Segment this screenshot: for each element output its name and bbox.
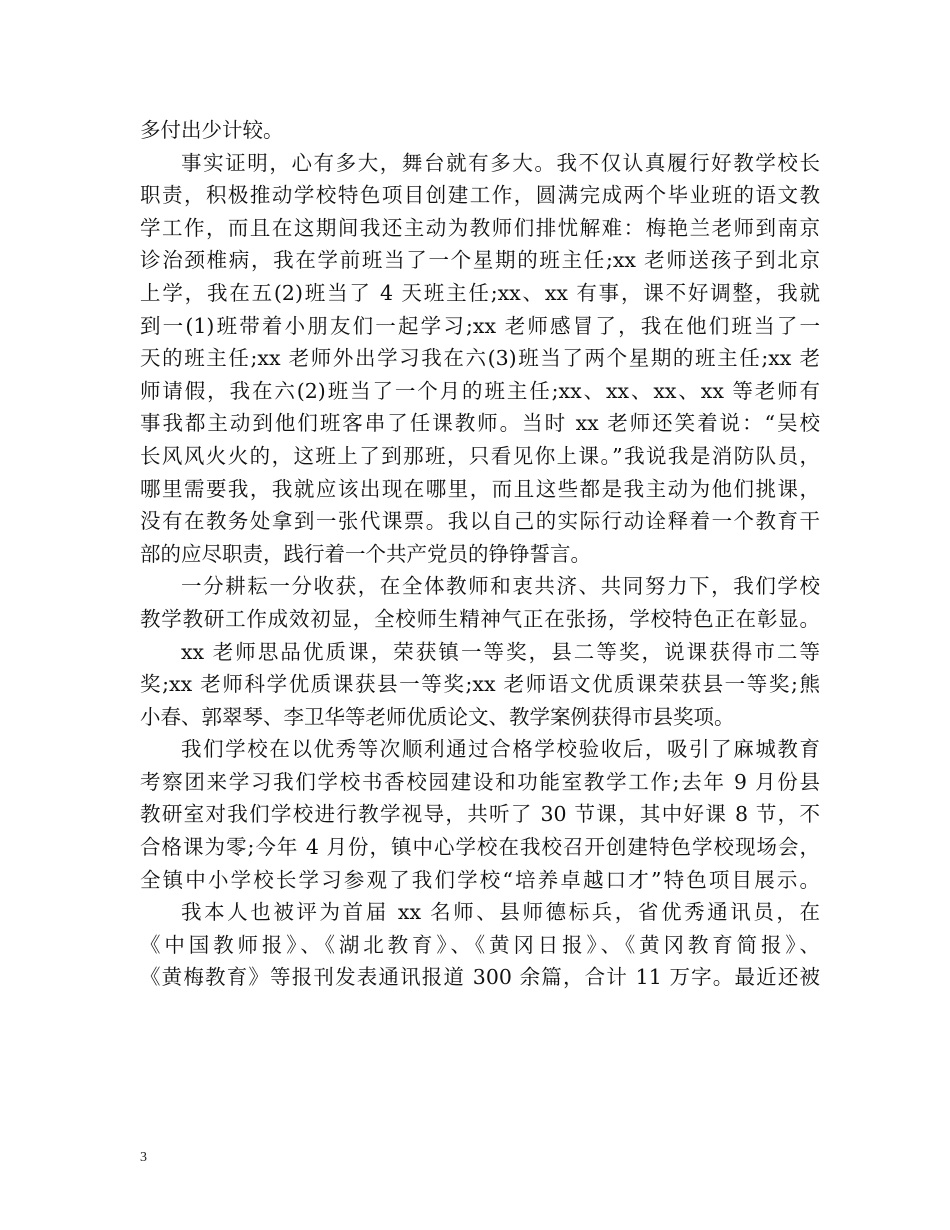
- text-line: 奖;xx 老师科学优质课获县一等奖;xx 老师语文优质课荣获县一等奖;熊: [140, 672, 820, 697]
- text-line: 师请假，我在六(2)班当了一个月的班主任;xx、xx、xx、xx 等老师有: [140, 378, 820, 403]
- text-line: xx 老师思品优质课，荣获镇一等奖，县二等奖，说课获得市二等: [181, 639, 820, 664]
- text-line: 没有在教务处拿到一张代课票。我以自己的实际行动诠释着一个教育干: [140, 509, 820, 534]
- text-line: 多付出少计较。: [140, 118, 284, 142]
- text-line: 《中国教师报》、《湖北教育》、《黄冈日报》、《黄冈教育简报》、: [140, 932, 820, 957]
- text-line: 全镇中小学校长学习参观了我们学校“培养卓越口才”特色项目展示。: [140, 867, 820, 892]
- text-line: 部的应尽职责，践行着一个共产党员的铮铮誓言。: [140, 541, 591, 566]
- text-line: 学工作，而且在这期间我还主动为教师们排忧解难：梅艳兰老师到南京: [140, 215, 820, 240]
- page-number: 3: [140, 1150, 147, 1165]
- text-line: 我们学校在以优秀等次顺利通过合格学校验收后，吸引了麻城教育: [181, 737, 820, 762]
- text-line: 长风风火火的，这班上了到那班，只看见你上课。”我说我是消防队员，: [140, 443, 820, 468]
- text-line: 上学，我在五(2)班当了 4 天班主任;xx、xx 有事，课不好调整，我就: [140, 280, 820, 305]
- text-line: 职责，积极推动学校特色项目创建工作，圆满完成两个毕业班的语文教: [140, 183, 820, 208]
- text-line: 教学教研工作成效初显，全校师生精神气正在张扬，学校特色正在彰显。: [140, 606, 820, 631]
- text-line: 事实证明，心有多大，舞台就有多大。我不仅认真履行好教学校长: [181, 150, 820, 175]
- document-body: [140, 114, 820, 994]
- text-line: 到一(1)班带着小朋友们一起学习;xx 老师感冒了，我在他们班当了一: [140, 313, 820, 338]
- text-line: 教研室对我们学校进行教学视导，共听了 30 节课，其中好课 8 节，不: [140, 802, 820, 827]
- text-line: 事我都主动到他们班客串了任课教师。当时 xx 老师还笑着说：“吴校: [140, 411, 820, 436]
- text-line: 哪里需要我，我就应该出现在哪里，而且这些都是我主动为他们挑课，: [140, 476, 820, 501]
- text-line: 天的班主任;xx 老师外出学习我在六(3)班当了两个星期的班主任;xx 老: [140, 346, 820, 371]
- text-line: 我本人也被评为首届 xx 名师、县师德标兵，省优秀通讯员，在: [181, 900, 820, 925]
- text-line: 合格课为零;今年 4 月份，镇中心学校在我校召开创建特色学校现场会，: [140, 835, 820, 860]
- text-line: 小春、郭翠琴、李卫华等老师优质论文、教学案例获得市县奖项。: [140, 704, 735, 729]
- text-line: 一分耕耘一分收获，在全体教师和衷共济、共同努力下，我们学校: [181, 574, 820, 599]
- text-line: 诊治颈椎病，我在学前班当了一个星期的班主任;xx 老师送孩子到北京: [140, 248, 820, 273]
- text-line: 考察团来学习我们学校书香校园建设和功能室教学工作;去年 9 月份县: [140, 769, 820, 794]
- text-line: 《黄梅教育》等报刊发表通讯报道 300 余篇，合计 11 万字。最近还被: [140, 965, 820, 990]
